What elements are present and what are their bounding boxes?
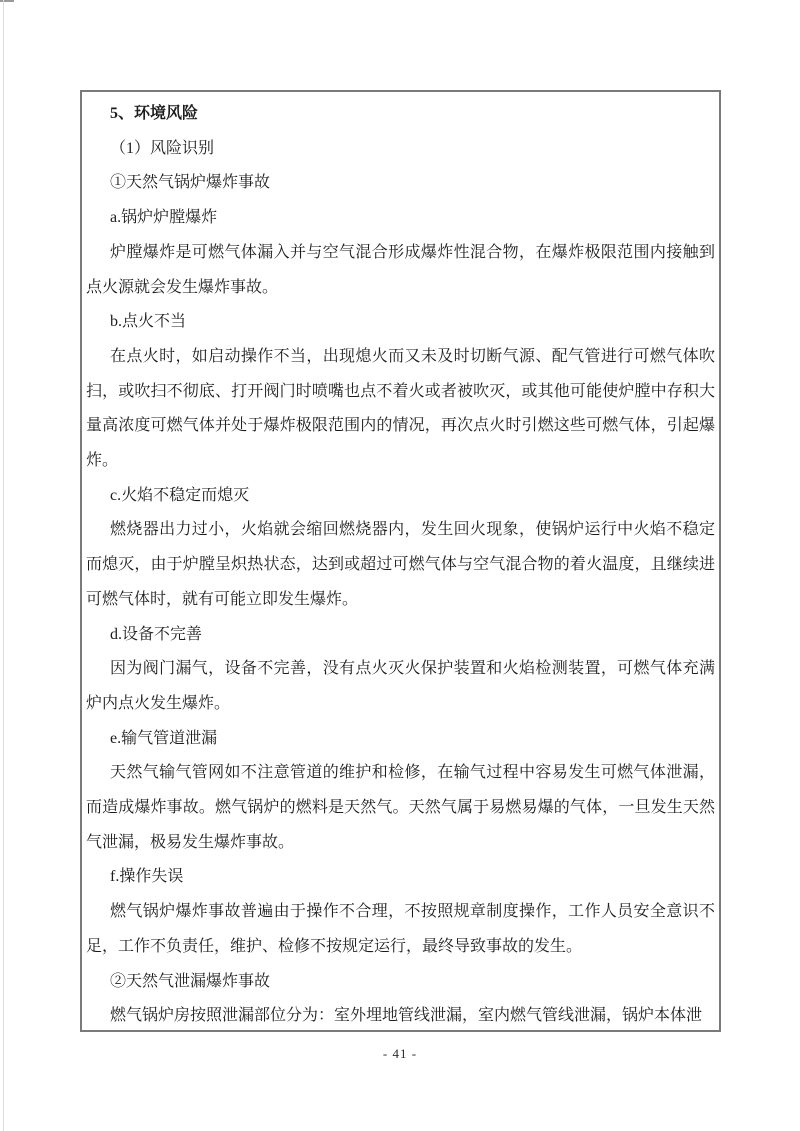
document-text-cell xyxy=(82,92,719,1032)
page-number: - 41 - xyxy=(382,1046,418,1061)
section-heading: c.火焰不稳定而熄灭 xyxy=(110,486,250,504)
paragraph: 燃烧器出力过小，火焰就会缩回燃烧器内，发生回火现象，使锅炉运行中火焰不稳定而熄灭，由于炉膛呈炽热状态，达到或超过可燃气体与空气混合物的着火温度，且继续进可燃气体时，就有可能立即发生爆炸。 xyxy=(86,521,715,608)
section-heading: （1）风险识别 xyxy=(110,139,215,157)
paragraph: 燃气锅炉爆炸事故普遍由于操作不合理，不按照规章制度操作，工作人员安全意识不足，工作不负责任，维护、检修不按规定运行，最终导致事故的发生。 xyxy=(86,903,715,955)
section-heading: 5、环境风险 xyxy=(110,105,199,122)
paragraph: 在点火时，如启动操作不当，出现熄火而又未及时切断气源、配气管进行可燃气体吹扫，或吹扫不彻底、打开阀门时喷嘴也点不着火或者被吹灭，或其他可能使炉膛中存积大量高浓度可燃气体并处于爆炸极限范围内的情况，再次点火时引燃这些可燃气体，引起爆炸。 xyxy=(86,347,715,470)
document-table-border xyxy=(80,90,721,1032)
section-heading: f.操作失误 xyxy=(110,868,184,886)
scan-artifact-left-edge xyxy=(3,0,4,1131)
paragraph: 燃气锅炉房按照泄漏部位分为：室外埋地管线泄漏，室内燃气管线泄漏，锅炉本体泄 xyxy=(110,1007,703,1025)
section-heading: d.设备不完善 xyxy=(110,625,203,643)
paragraph: 炉膛爆炸是可燃气体漏入并与空气混合形成爆炸性混合物，在爆炸极限范围内接触到点火源就会发生爆炸事故。 xyxy=(86,243,715,296)
paragraph: 天然气输气管网如不注意管道的维护和检修，在输气过程中容易发生可燃气体泄漏，而造成爆炸事故。燃气锅炉的燃料是天然气。天然气属于易燃易爆的气体，一旦发生天然气泄漏，极易发生爆炸事故。 xyxy=(86,764,715,851)
section-heading: ①天然气锅炉爆炸事故 xyxy=(110,174,271,192)
section-heading: a.锅炉炉膛爆炸 xyxy=(110,209,218,227)
section-heading: e.输气管道泄漏 xyxy=(110,729,218,747)
section-heading: ②天然气泄漏爆炸事故 xyxy=(110,972,271,990)
section-heading: b.点火不当 xyxy=(110,313,187,331)
paragraph: 因为阀门漏气，设备不完善，没有点火灭火保护装置和火焰检测装置，可燃气体充满炉内点火发生爆炸。 xyxy=(86,660,715,712)
